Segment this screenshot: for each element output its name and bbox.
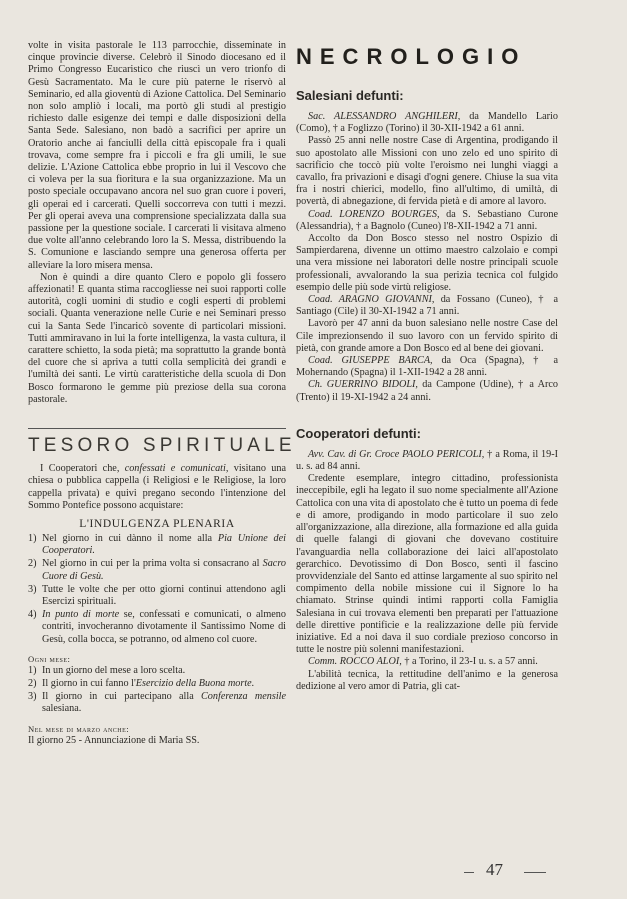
obituary-entry-body: Passò 25 anni nelle nostre Case di Argentina, prodigando il suo apostolato alle Missioni con uno zelo ed uno spirito di sacrificio che toccò più volte l'eroismo nei lunghi viaggi a cavallo, fra privazioni e disagi d'ogni genere. Chiuse la sua vita fra i nostri chierici, modello, fino all'ultimo, di umiltà, di povertà, di abnegazione, di fervida pietà e di amore al lavoro. — [296, 135, 558, 208]
marzo-heading: Nel mese di marzo anche: — [28, 723, 130, 734]
left-column — [28, 40, 296, 747]
tesoro-spirituale-title: TESORO SPIRITUALE — [28, 428, 286, 457]
salesiani-list — [296, 111, 558, 404]
biography-continuation — [28, 40, 286, 406]
tesoro-intro: I Cooperatori che, confessati e comunicati, visitano una chiesa o pubblica cappella (i Religiosi e le Religiose, la loro cappella privata) e quivi pregano secondo l'intenzione del Sommo Pontefice possono acquistare: — [28, 463, 286, 511]
paragraph: Non è quindi a dire quanto Clero e popolo gli fossero affezionati! E quanta stima raccogliesse nei suoi rapporti colle autorità, cogli uomini di studio e cogli esperti di problemi sociali. Quanta venerazione nelle Curie e nei Seminari presso cui la Santa Sede l'incaricò sovente di particolari missioni. Tutti ammiravano in lui la forte intelligenza, la vasta cultura, il carattere schietto, la soda pietà; ma soprattutto la grande bontà del cuore che si apriva a tutti colla semplicità dei grandi e l'umiltà dei santi. Le virtù caratteristiche della scuola di Don Bosco formarono le gemme più preziose della sua corona pastorale. — [28, 271, 286, 405]
obituary-entry-heading: Coad. GIUSEPPE BARCA, da Oca (Spagna), † a Mohernando (Spagna) il 1-XII-1942 a 28 anni. — [296, 355, 558, 379]
paragraph: volte in visita pastorale le 113 parrocchie, disseminate in cinque provincie diverse. Celebrò il Sinodo diocesano ed il Primo Congresso Eucaristico che riuscì un vero trionfo di Gesù Sacramentato. Ma le cure più paterne le riservò al Seminario, ed alla gioventù di Azione Cattolica. Del Seminario non solo ampliò i locali, ma portò gli studi al prestigio richiesto dalle esigenze dei tempi e dalle disposizioni della Santa Sede. Salesiano, non badò a sacrifici per aprire un Oratorio anche ai fanciulli della città episcopale fra i quali trovava, come sempre fra i piccoli e fra gli umili, le sue delizie. L'Azione Cattolica ebbe proprio in lui il Vescovo che ci voleva per la sua fioritura e la sua organizzazione. Ma un posto speciale occupavano ancora nel suo gran cuore i poveri, gli operai ed i carcerati. Quelli soccorreva con tutti i mezzi. Per gli operai aveva una comprensione specializzata dalla sua passione per la questione sociale. I carcerati li visitava almeno due volte all'anno celebrando loro la S. Messa, distribuendo la S. Comunione e lasciando sempre una generosa offerta per alleviare la loro misera mensa. — [28, 40, 286, 271]
list-item: 4) In punto di morte se, confessati e comunicati, o almeno contriti, invocheranno divotamente il Santissimo Nome di Gesù, colla bocca, se potranno, od almeno col cuore. — [28, 609, 286, 645]
list-item: 2) Il giorno in cui fanno l'Esercizio della Buona morte. — [28, 677, 255, 689]
ogni-mese-heading: Ogni mese: — [28, 653, 71, 664]
page-number: 47 — [486, 860, 503, 879]
list-item: 3) Il giorno in cui partecipano alla Conferenza mensile salesiana. — [28, 691, 286, 715]
marzo-text: Il giorno 25 - Annunciazione di Maria SS. — [28, 734, 200, 746]
obituary-entry-body: Lavorò per 47 anni da buon salesiano nelle nostre Case del Cile imprezionsendo il suo lavoro con un fervido spirito di pietà, con grande amore a Don Bosco ed al bene dei giovani. — [296, 318, 558, 354]
obituary-entry-heading: Coad. LORENZO BOURGES, da S. Sebastiano Curone (Alessandria), † a Bagnolo (Cuneo) l'8-XII-1942 a 71 anni. — [296, 208, 558, 232]
monthly-list — [28, 665, 286, 716]
obituary-entry-body: Credente esemplare, integro cittadino, professionista ineccepibile, egli ha legato il suo nome specialmente all'Azione Cattolica con una vita di apostolato che è tutto un poema di fede e di amore, prodigando in modo particolare il suo zelo all'organizzazione, alla direzione, alla formazione ed alla guida di quelle falangi di giovani che dovevano costituire l'avanguardia nella collaborazione dei laici all'apostolato gerarchico. Devotissimo di Don Bosco, sentì il fascino provvidenziale del Santo ed attinse largamente al suo spirito nel compimento della nobile missione cui il Signore lo ha chiamato. Strinse quindi intimi rapporti colla Famiglia Salesiana in cui trovava elementi ben preparati per l'attuazione delle direttive pontificie e la realizzazione delle più fervide iniziative. Ed a noi dava il suo cordiale prezioso concorso in tutte le nostre più solenni manifestazioni. — [296, 473, 558, 656]
obituary-entry-heading: Coad. ARAGNO GIOVANNI, da Fossano (Cuneo), † a Santiago (Cile) il 30-XI-1942 a 71 anni. — [296, 294, 558, 318]
obituary-entry-heading: Ch. GUERRINO BIDOLI, da Campone (Udine), † a Arco (Trento) il 19-XI-1942 a 24 anni. — [296, 379, 558, 403]
list-item: 1) Nel giorno in cui dànno il nome alla Pia Unione dei Cooperatori. — [28, 532, 286, 557]
cooperatori-heading: Cooperatori defunti: — [296, 425, 421, 441]
obituary-entry-heading: Comm. ROCCO ALOI, † a Torino, il 23-I u. s. a 57 anni. — [308, 656, 538, 668]
cooperatori-list — [296, 449, 558, 693]
obituary-entry-body: L'abilità tecnica, la rettitudine dell'animo e la generosa dedizione al vero amor di Patria, gli cat- — [296, 668, 558, 692]
list-item: 3) Tutte le volte che per otto giorni continui attendono agli Esercizi spirituali. — [28, 583, 286, 607]
necrologio-title: NECROLOGIO — [296, 44, 527, 69]
obituary-entry-body: Accolto da Don Bosco stesso nel nostro Ospizio di Sampierdarena, divenne un ottimo maestro calzolaio e compì una vera missione nei laboratori delle nostre principali scuole professionali, avvalorando la sua perizia tecnica col fulgido esempio delle più sode virtù religiose. — [296, 233, 558, 293]
list-item: 2) Nel giorno in cui per la prima volta si consacrano al Sacro Cuore di Gesù. — [28, 558, 286, 582]
list-item: 1) In un giorno del mese a loro scelta. — [28, 664, 186, 676]
obituary-entry-heading: Sac. ALESSANDRO ANGHILERI, da Mandello Lario (Como), † a Foglizzo (Torino) il 30-XII-1942 a 61 anni. — [296, 111, 558, 135]
obituary-entry-heading: Avv. Cav. di Gr. Croce PAOLO PERICOLI, † a Roma, il 19-I u. s. ad 84 anni. — [296, 448, 558, 473]
salesiani-heading: Salesiani defunti: — [296, 88, 404, 103]
right-column — [296, 40, 558, 693]
indulgence-list — [28, 533, 286, 646]
indulgenza-heading: L'INDULGENZA PLENARIA — [79, 517, 235, 530]
